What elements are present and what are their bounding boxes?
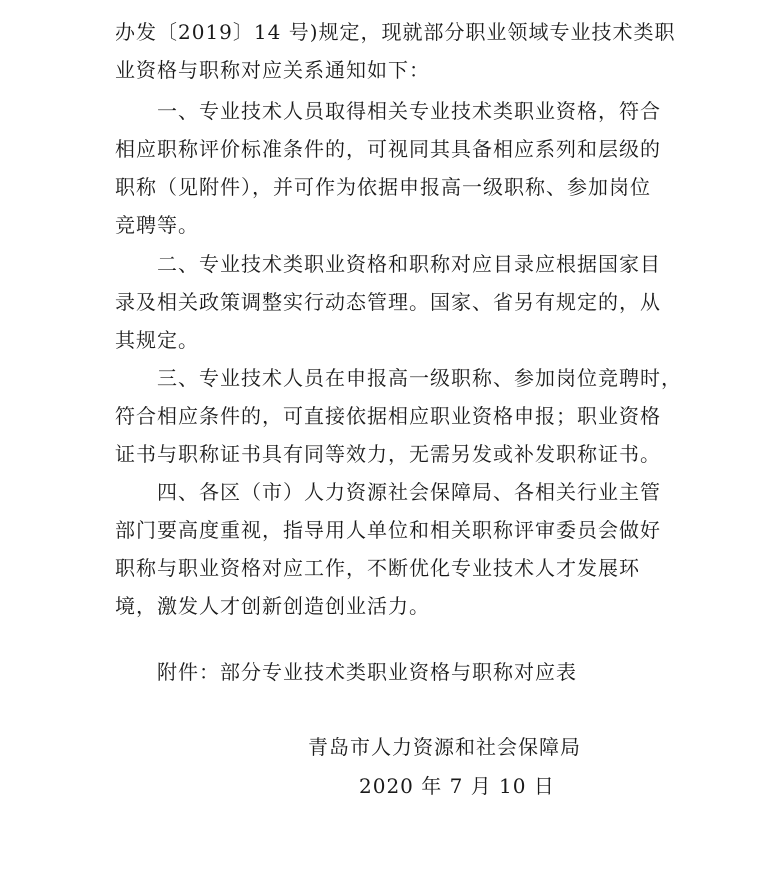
- paragraph-4-line: 部门要高度重视，指导用人单位和相关职称评审委员会做好: [115, 518, 661, 542]
- body-line: 办发〔2019〕14 号)规定，现就部分职业领域专业技术类职: [115, 20, 676, 44]
- paragraph-3-line: 符合相应条件的，可直接依据相应职业资格申报；职业资格: [115, 404, 661, 428]
- paragraph-4-line: 职称与职业资格对应工作，不断优化专业技术人才发展环: [115, 556, 640, 580]
- paragraph-4-line: 四、各区（市）人力资源社会保障局、各相关行业主管: [157, 480, 661, 504]
- paragraph-2-line: 二、专业技术类职业资格和职称对应目录应根据国家目: [157, 252, 661, 276]
- issue-date: 2020 年 7 月 10 日: [359, 774, 555, 798]
- paragraph-4-line: 境，激发人才创新创造创业活力。: [115, 594, 430, 618]
- paragraph-3-line: 三、专业技术人员在申报高一级职称、参加岗位竞聘时，: [157, 366, 682, 390]
- paragraph-1-line: 竞聘等。: [115, 213, 199, 237]
- issuer-name: 青岛市人力资源和社会保障局: [308, 735, 581, 759]
- attachment-note: 附件：部分专业技术类职业资格与职称对应表: [157, 660, 577, 684]
- paragraph-2-line: 其规定。: [115, 328, 199, 352]
- paragraph-1-line: 相应职称评价标准条件的，可视同其具备相应系列和层级的: [115, 137, 661, 161]
- paragraph-1-line: 职称（见附件），并可作为依据申报高一级职称、参加岗位: [115, 175, 651, 199]
- paragraph-2-line: 录及相关政策调整实行动态管理。国家、省另有规定的，从: [115, 290, 661, 314]
- paragraph-3-line: 证书与职称证书具有同等效力，无需另发或补发职称证书。: [115, 442, 661, 466]
- paragraph-1-line: 一、专业技术人员取得相关专业技术类职业资格，符合: [157, 99, 661, 123]
- body-line: 业资格与职称对应关系通知如下：: [115, 58, 430, 82]
